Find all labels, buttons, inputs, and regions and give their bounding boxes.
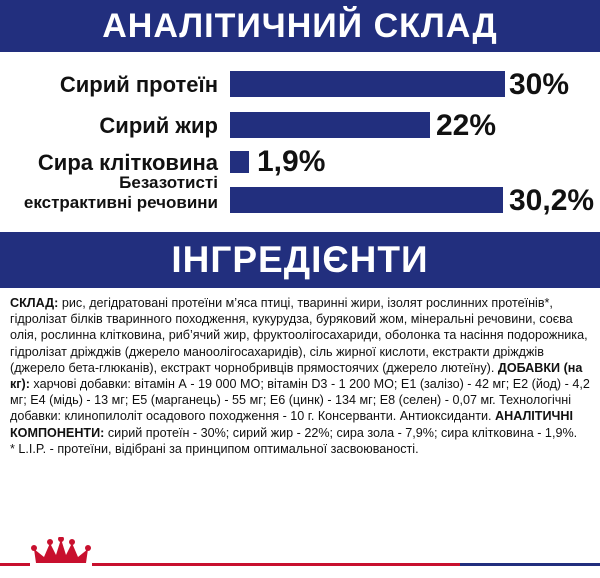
composition-label: СКЛАД: xyxy=(10,296,59,310)
value-fat: 22% xyxy=(436,109,497,142)
components-text: сирий протеїн - 30%; сирий жир - 22%; сира зола - 7,9%; сира клітковина - 1,9%. xyxy=(104,425,578,440)
bar-fiber xyxy=(230,151,249,173)
ingredients-text xyxy=(10,295,594,457)
label-nfe-line2: екстрактивні речовини xyxy=(23,193,218,212)
value-fiber: 1,9% xyxy=(257,145,326,178)
value-nfe: 30,2% xyxy=(509,184,595,217)
bar-fat xyxy=(230,112,430,138)
brand-line-blue xyxy=(460,563,600,566)
components-label: АНАЛІТИЧНІ КОМПОНЕНТИ: xyxy=(10,409,573,440)
value-protein: 30% xyxy=(509,68,570,101)
analytic-title: АНАЛІТИЧНИЙ СКЛАД xyxy=(0,0,600,52)
label-nfe-line1: Безазотисті xyxy=(119,173,218,192)
crown-icon xyxy=(30,537,92,567)
label-fat: Сирий жир xyxy=(99,113,218,138)
footnote: * L.I.P. - протеїни, відібрані за принципом оптимальної засвоюваності. xyxy=(10,441,419,456)
bar-nfe xyxy=(230,187,503,213)
additives-label: ДОБАВКИ (на кг): xyxy=(10,360,583,392)
label-protein: Сирий протеїн xyxy=(59,72,218,97)
composition-text: рис, дегідратовані протеїни м’яса птиці, тваринні жири, ізолят рослинних протеїнів*, гідролізат білків тваринного походження, кукурудза, буряковий жом, мінеральні речовини, соєва олія, рослинна клітковина, риб’ячий жир, фруктоолігосахариди, оболонка та насіння подорожника, гідролізат дріжджів (джерело маноолігосахаридів), сіль жирної кислоти, екстракти дріжджів (джерело бета-глюканів), екстракт чорнобривців прямостоячих (джерело лютеїну). xyxy=(10,296,588,375)
bar-protein xyxy=(230,71,505,97)
label-fiber: Сира клітковина xyxy=(37,150,218,175)
ingredients-title: ІНГРЕДІЄНТИ xyxy=(0,232,600,288)
additives-text: харчові добавки: вітамін А - 19 000 МО; вітамін D3 - 1 200 МО; E1 (залізо) - 42 мг; E2 (йод) - 4,2 мг; E4 (мідь) - 13 мг; E5 (марганець) - 55 мг; E6 (цинк) - 134 мг; E8 (селен) - 0,07 мг. Технологічні добавки: клинопилоліт осадового походження - 10 г. Консерванти. Антиоксиданти. xyxy=(10,377,590,424)
